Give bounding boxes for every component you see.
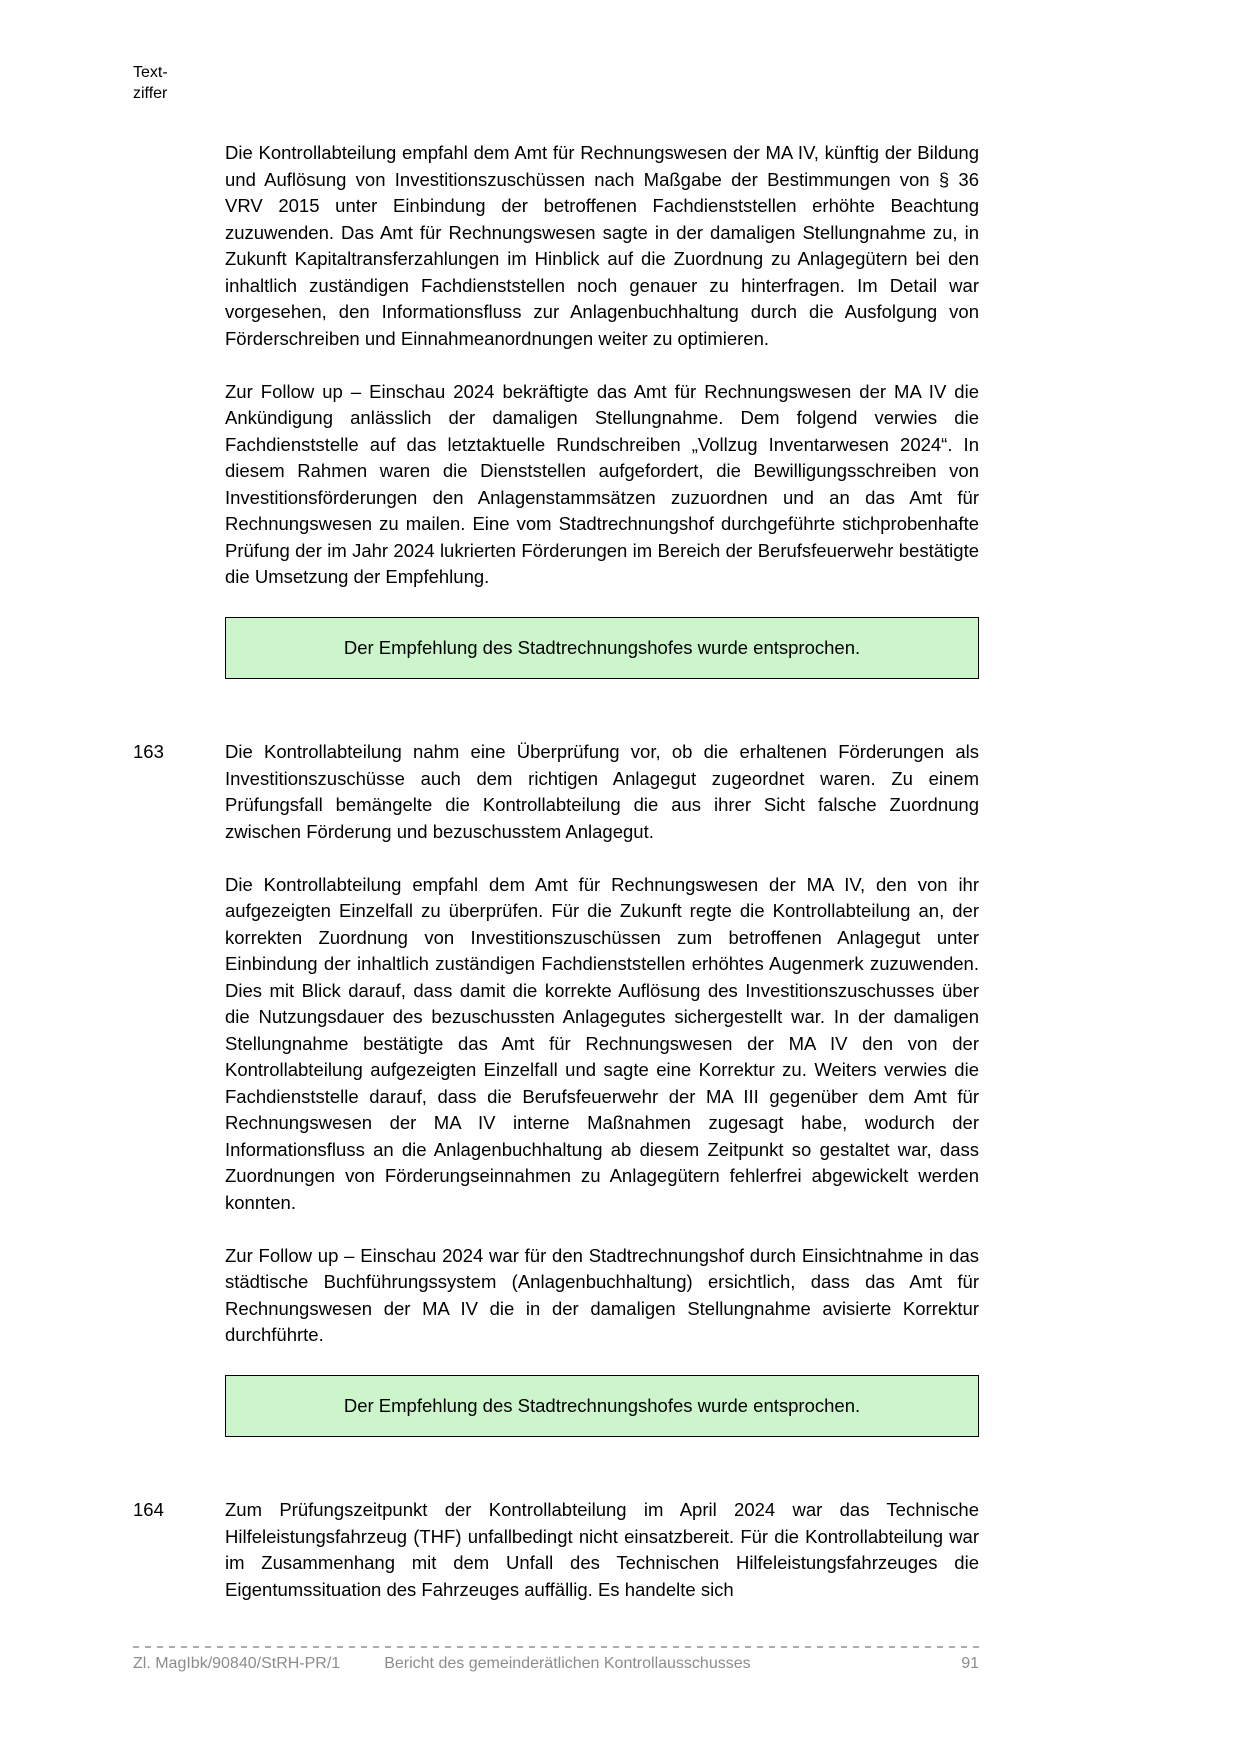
footer-reference: Zl. MagIbk/90840/StRH-PR/1 — [133, 1655, 341, 1672]
recommendation-box-1-text: Der Empfehlung des Stadtrechnungshofes wurde entsprochen. — [343, 636, 861, 658]
paragraph-164-1: Zum Prüfungszeitpunkt der Kontrollabteilung im April 2024 war das Technische Hilfeleistungsfahrzeug (THF) unfallbedingt nicht einsatzbereit. Für die Kontrollabteilung war im Zusammenhang mit dem Unfall des Technischen Hilfeleistungsfahrzeuges die Eigentumssituation des Fahrzeuges auffällig. Es handelte sich — [225, 1499, 979, 1600]
recommendation-box-1 — [225, 617, 979, 679]
section-164 — [133, 1497, 979, 1603]
page-footer — [133, 1646, 979, 1673]
textziffer-number-163: 163 — [133, 741, 164, 762]
footer-report-title: Bericht des gemeinderätlichen Kontrollausschusses — [384, 1655, 751, 1672]
textziffer-header-line2: ziffer — [133, 85, 168, 102]
footer-row — [133, 1655, 979, 1673]
textziffer-column-header — [133, 62, 168, 104]
recommendation-box-2-text: Der Empfehlung des Stadtrechnungshofes wurde entsprochen. — [343, 1394, 861, 1416]
paragraph-intro-2: Zur Follow up – Einschau 2024 bekräftigte das Amt für Rechnungswesen der MA IV die Ankündigung anlässlich der damaligen Stellungnahme. Dem folgend verwies die Fachdienststelle auf das letztaktuelle Rundschreiben „Vollzug Inventarwesen 2024“. In diesem Rahmen waren die Dienststellen aufgefordert, die Bewilligungsschreiben von Investitionsförderungen den Anlagenstammsätzen zuzuordnen und an das Amt für Rechnungswesen zu mailen. Eine vom Stadtrechnungshof durchgeführte stichprobenhafte Prüfung der im Jahr 2024 lukrierten Förderungen im Bereich der Berufsfeuerwehr bestätigte die Umsetzung der Empfehlung. — [225, 380, 979, 587]
paragraph-163-3: Zur Follow up – Einschau 2024 war für den Stadtrechnungshof durch Einsichtnahme in das städtische Buchführungssystem (Anlagenbuchhaltung) ersichtlich, dass das Amt für Rechnungswesen der MA IV die in der damaligen Stellungnahme avisierte Korrektur durchführte. — [225, 1244, 979, 1345]
textziffer-header-line1: Text- — [133, 64, 168, 81]
document-body — [133, 140, 979, 1630]
footer-divider — [133, 1646, 979, 1648]
paragraph-163-2: Die Kontrollabteilung empfahl dem Amt für Rechnungswesen der MA IV, den von ihr aufgezeigten Einzelfall zu überprüfen. Für die Zukunft regte die Kontrollabteilung an, der korrekten Zuordnung von Investitionszuschüssen zum betroffenen Anlagegut unter Einbindung der inhaltlich zuständigen Fachdienststellen erhöhtes Augenmerk zuzuwenden. Dies mit Blick darauf, dass damit die korrekte Auflösung des Investitionszuschusses über die Nutzungsdauer des bezuschussten Anlagegutes sichergestellt war. In der damaligen Stellungnahme bestätigte das Amt für Rechnungswesen der MA IV den von der Kontrollabteilung aufgezeigten Einzelfall und sagte eine Korrektur zu. Weiters verwies die Fachdienststelle darauf, dass die Berufsfeuerwehr der MA III gegenüber dem Amt für Rechnungswesen der MA IV interne Maßnahmen zugesagt habe, wodurch der Informationsfluss an die Anlagenbuchhaltung ab diesem Zeitpunkt so gestaltet war, dass Zuordnungen von Förderungseinnahmen zu Anlagegütern fehlerfrei abgewickelt werden konnten. — [225, 873, 979, 1213]
paragraph-intro-1: Die Kontrollabteilung empfahl dem Amt für Rechnungswesen der MA IV, künftig der Bildung und Auflösung von Investitionszuschüssen nach Maßgabe der Bestimmungen von § 36 VRV 2015 unter Einbindung der betroffenen Fachdienststellen erhöhte Beachtung zuzuwenden. Das Amt für Rechnungswesen sagte in der damaligen Stellungnahme zu, in Zukunft Kapitaltransferzahlungen im Hinblick auf die Zuordnung zu Anlagegütern bei den inhaltlich zuständigen Fachdienststellen noch genauer zu hinterfragen. Im Detail war vorgesehen, den Informationsfluss zur Anlagenbuchhaltung durch die Ausfolgung von Förderschreiben und Einnahmeanordnungen weiter zu optimieren. — [225, 142, 979, 349]
section-163 — [133, 739, 979, 1349]
textziffer-number-164: 164 — [133, 1499, 164, 1520]
paragraph-163-1: Die Kontrollabteilung nahm eine Überprüfung vor, ob die erhaltenen Förderungen als Investitionszuschüsse auch dem richtigen Anlagegut zugeordnet waren. Zu einem Prüfungsfall bemängelte die Kontrollabteilung die aus ihrer Sicht falsche Zuordnung zwischen Förderung und bezuschusstem Anlagegut. — [225, 741, 979, 842]
footer-page-number: 91 — [961, 1655, 979, 1672]
recommendation-box-2 — [225, 1375, 979, 1437]
